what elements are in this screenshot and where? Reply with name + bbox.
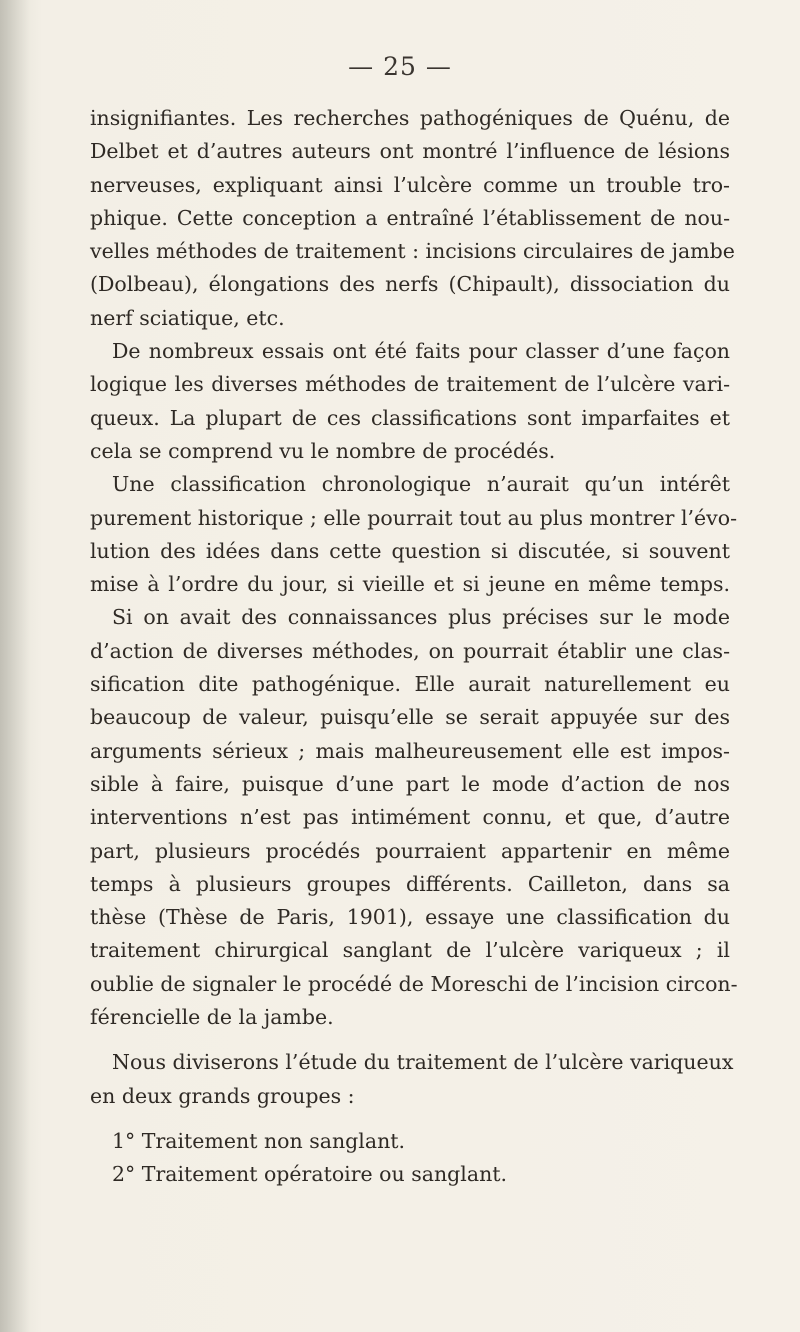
text-line: interventions n’est pas intimément connu, et que, d’autre [90, 805, 730, 830]
list-item: 2° Traitement opératoire ou sanglant. [112, 1162, 508, 1187]
text-line: insignifiantes. Les recherches pathogéniques de Quénu, de [90, 106, 730, 130]
text-line: Si on avait des connaissances plus précises sur le mode [112, 605, 730, 630]
paragraph-gap [90, 1113, 730, 1125]
text-line: nerf sciatique, etc. [90, 305, 285, 330]
text-line: cela se comprend vu le nombre de procédés. [90, 438, 556, 463]
text-line: lution des idées dans cette question si discutée, si souvent [90, 538, 730, 563]
text-line: nerveuses, expliquant ainsi l’ulcère comme un trouble tro- [90, 172, 730, 197]
text-line: en deux grands groupes : [90, 1083, 355, 1108]
text-line: férencielle de la jambe. [90, 1005, 334, 1030]
text-line: Delbet et d’autres auteurs ont montré l’influence de lésions [90, 139, 730, 164]
page-number: — 25 — [348, 52, 452, 81]
text-line: velles méthodes de traitement : incisions circulaires de jambe [90, 239, 735, 264]
text-line: Une classification chronologique n’aurait qu’un intérêt [112, 472, 730, 497]
text-line: d’action de diverses méthodes, on pourrait établir une clas- [90, 638, 730, 663]
text-line: phique. Cette conception a entraîné l’établissement de nou- [90, 205, 730, 230]
paragraph-gap [90, 1034, 730, 1046]
text-line: De nombreux essais ont été faits pour classer d’une façon [112, 339, 730, 364]
text-line: oublie de signaler le procédé de Moreschi de l’incision circon- [90, 971, 738, 996]
text-line: logique les diverses méthodes de traitement de l’ulcère vari- [90, 372, 730, 397]
text-line: arguments sérieux ; mais malheureusement elle est impos- [90, 738, 730, 763]
page-spine-shadow [0, 0, 30, 1332]
text-line: thèse (Thèse de Paris, 1901), essaye une classification du [90, 905, 730, 930]
text-line: Nous diviserons l’étude du traitement de l’ulcère variqueux [112, 1050, 734, 1075]
text-line: part, plusieurs procédés pourraient appartenir en même [90, 838, 730, 863]
text-line: traitement chirurgical sanglant de l’ulcère variqueux ; il [90, 938, 730, 963]
list-item: 1° Traitement non sanglant. [112, 1128, 406, 1153]
text-line: temps à plusieurs groupes différents. Cailleton, dans sa [90, 871, 730, 896]
text-line: sible à faire, puisque d’une part le mode d’action de nos [90, 771, 730, 796]
text-line: (Dolbeau), élongations des nerfs (Chipault), dissociation du [90, 272, 730, 297]
text-line: purement historique ; elle pourrait tout au plus montrer l’évo- [90, 505, 738, 530]
page-text [90, 102, 738, 1192]
text-line: mise à l’ordre du jour, si vieille et si jeune en même temps. [90, 572, 730, 597]
text-line: queux. La plupart de ces classifications sont imparfaites et [90, 405, 730, 430]
text-line: sification dite pathogénique. Elle aurait naturellement eu [90, 672, 730, 697]
text-line: beaucoup de valeur, puisqu’elle se serait appuyée sur des [90, 705, 730, 730]
